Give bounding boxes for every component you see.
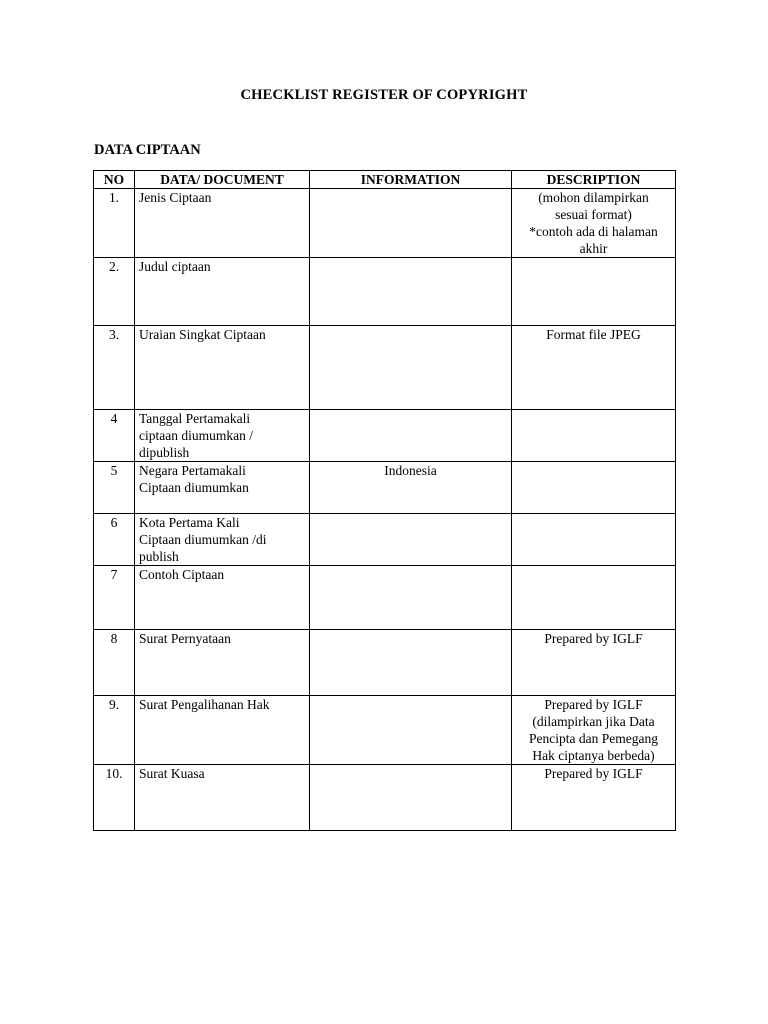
description-cell: [512, 630, 676, 696]
row-number: 10.: [94, 765, 135, 831]
header-information: INFORMATION: [310, 171, 512, 189]
information-cell: [310, 326, 512, 410]
data-document-cell-line: dipublish: [139, 445, 190, 460]
information-cell-line: Indonesia: [384, 463, 437, 478]
data-document-cell-line: Contoh Ciptaan: [139, 567, 225, 582]
table-row: [94, 514, 676, 566]
description-cell: [512, 462, 676, 514]
description-cell: [512, 696, 676, 765]
section-heading: DATA CIPTAAN: [94, 142, 201, 158]
data-document-cell-line: Jenis Ciptaan: [139, 190, 212, 205]
row-number: 7: [94, 566, 135, 630]
data-document-cell: [135, 410, 310, 462]
data-document-cell-line: Surat Pernyataan: [139, 631, 231, 646]
table-row: [94, 765, 676, 831]
row-number: 6: [94, 514, 135, 566]
data-document-cell: [135, 566, 310, 630]
description-cell-line: (mohon dilampirkan: [538, 190, 649, 205]
description-cell: [512, 258, 676, 326]
data-document-cell: [135, 696, 310, 765]
description-cell: [512, 765, 676, 831]
data-document-cell-line: Ciptaan diumumkan: [139, 480, 249, 495]
information-cell: [310, 258, 512, 326]
row-number: 8: [94, 630, 135, 696]
data-document-cell-line: Tanggal Pertamakali: [139, 411, 251, 426]
description-cell-line: akhir: [579, 241, 608, 256]
information-cell: [310, 514, 512, 566]
table-row: [94, 258, 676, 326]
table-row: [94, 410, 676, 462]
description-cell-line: (dilampirkan jika Data: [532, 714, 655, 729]
table-row: [94, 566, 676, 630]
data-document-cell: [135, 258, 310, 326]
description-cell-line: sesuai format): [555, 207, 632, 222]
table-row: [94, 630, 676, 696]
table-row: [94, 696, 676, 765]
data-document-cell: [135, 630, 310, 696]
description-cell-line: Prepared by IGLF: [544, 766, 643, 781]
data-document-cell-line: publish: [139, 549, 179, 564]
description-cell: [512, 566, 676, 630]
row-number: 3.: [94, 326, 135, 410]
description-cell-line: Hak ciptanya berbeda): [532, 748, 655, 763]
row-number: 2.: [94, 258, 135, 326]
data-document-cell-line: Surat Pengalihanan Hak: [139, 697, 270, 712]
row-number: 1.: [94, 189, 135, 258]
data-document-cell-line: Surat Kuasa: [139, 766, 205, 781]
description-cell: [512, 326, 676, 410]
table-row: [94, 326, 676, 410]
description-cell-line: Prepared by IGLF: [544, 631, 643, 646]
data-document-cell-line: Ciptaan diumumkan /di: [139, 532, 267, 547]
information-cell: [310, 189, 512, 258]
information-cell: [310, 410, 512, 462]
document-title: CHECKLIST REGISTER OF COPYRIGHT: [240, 87, 528, 103]
checklist-table: [93, 170, 676, 831]
information-cell: [310, 462, 512, 514]
data-document-cell: [135, 765, 310, 831]
data-document-cell-line: Kota Pertama Kali: [139, 515, 240, 530]
table-body: [94, 189, 676, 831]
description-cell-line: Prepared by IGLF: [544, 697, 643, 712]
data-document-cell: [135, 326, 310, 410]
information-cell: [310, 566, 512, 630]
data-document-cell: [135, 189, 310, 258]
description-cell-line: Pencipta dan Pemegang: [529, 731, 658, 746]
description-cell: [512, 514, 676, 566]
table-row: [94, 189, 676, 258]
information-cell: [310, 630, 512, 696]
row-number: 4: [94, 410, 135, 462]
data-document-cell-line: Uraian Singkat Ciptaan: [139, 327, 266, 342]
header-description: DESCRIPTION: [512, 171, 676, 189]
row-number: 5: [94, 462, 135, 514]
header-data-document: DATA/ DOCUMENT: [135, 171, 310, 189]
row-number: 9.: [94, 696, 135, 765]
data-document-cell-line: Negara Pertamakali: [139, 463, 246, 478]
data-document-cell-line: Judul ciptaan: [139, 259, 211, 274]
description-cell: [512, 189, 676, 258]
description-cell-line: Format file JPEG: [546, 327, 641, 342]
data-document-cell: [135, 462, 310, 514]
header-no: NO: [94, 171, 135, 189]
description-cell-line: *contoh ada di halaman: [529, 224, 658, 239]
data-document-cell: [135, 514, 310, 566]
information-cell: [310, 696, 512, 765]
data-document-cell-line: ciptaan diumumkan /: [139, 428, 253, 443]
description-cell: [512, 410, 676, 462]
table-row: [94, 462, 676, 514]
information-cell: [310, 765, 512, 831]
table-header-row: [94, 171, 676, 189]
